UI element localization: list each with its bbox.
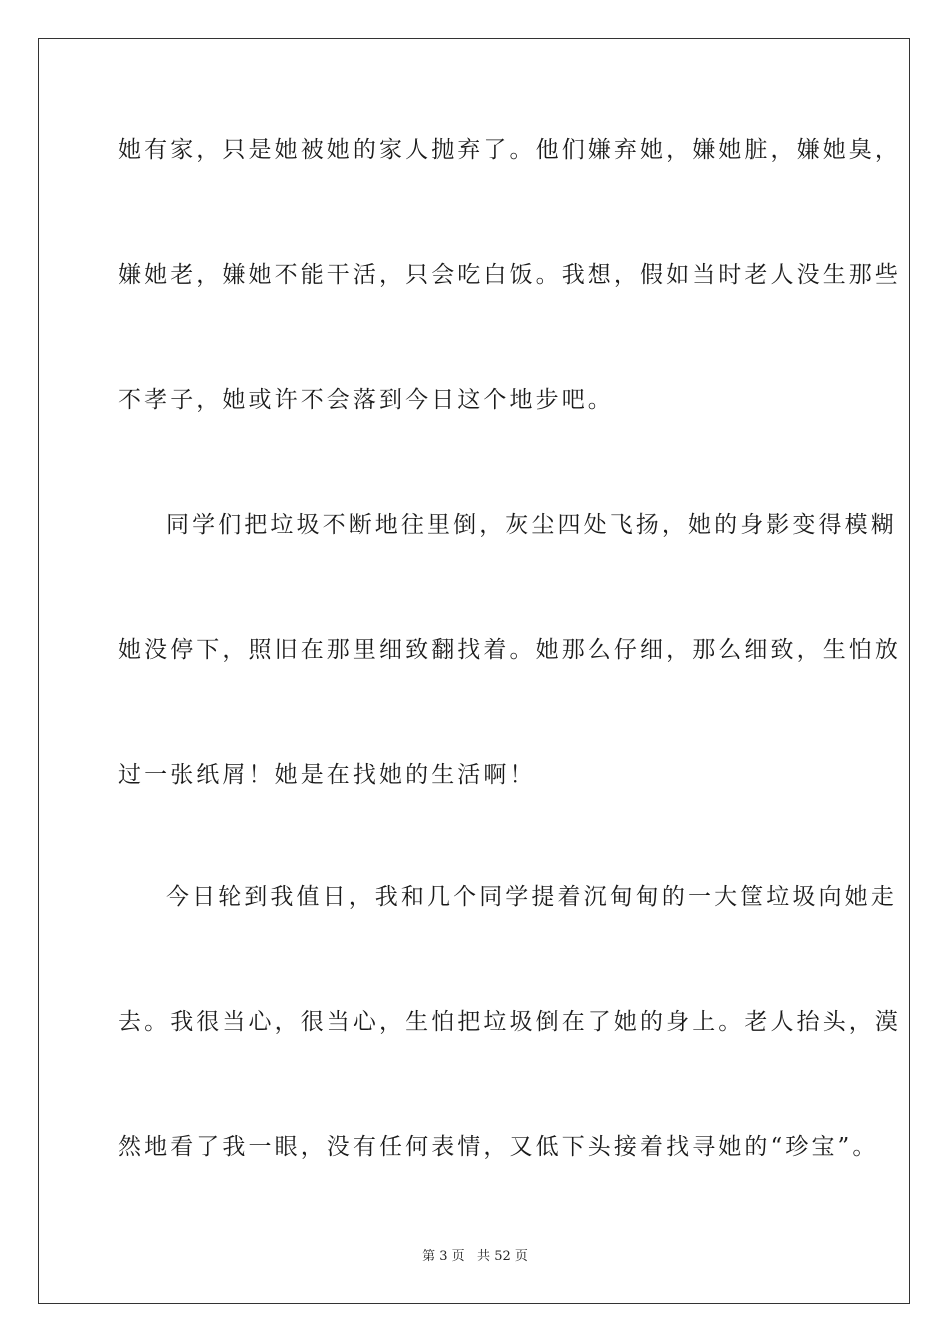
text-line-5: 她没停下，照旧在那里细致翻找着。她那么仔细，那么细致，生怕放 <box>118 637 901 663</box>
text-line-2: 嫌她老，嫌她不能干活，只会吃白饭。我想，假如当时老人没生那些 <box>118 262 901 288</box>
text-line-3: 不孝子，她或许不会落到今日这个地步吧。 <box>118 387 614 413</box>
text-line-6: 过一张纸屑！她是在找她的生活啊！ <box>118 762 536 788</box>
page-footer <box>0 1248 950 1266</box>
page-number-label: 第 3 页 共 52 页 <box>422 1249 528 1264</box>
text-line-8: 去。我很当心，很当心，生怕把垃圾倒在了她的身上。老人抬头，漠 <box>118 1009 901 1035</box>
text-line-1: 她有家，只是她被她的家人抛弃了。他们嫌弃她，嫌她脏，嫌她臭， <box>118 137 901 163</box>
page-border <box>38 38 910 1304</box>
text-line-4: 同学们把垃圾不断地往里倒，灰尘四处飞扬，她的身影变得模糊 <box>166 512 897 538</box>
text-line-7: 今日轮到我值日，我和几个同学提着沉甸甸的一大筐垃圾向她走 <box>166 884 897 910</box>
text-line-9: 然地看了我一眼，没有任何表情，又低下头接着找寻她的“珍宝”。 <box>118 1134 879 1160</box>
